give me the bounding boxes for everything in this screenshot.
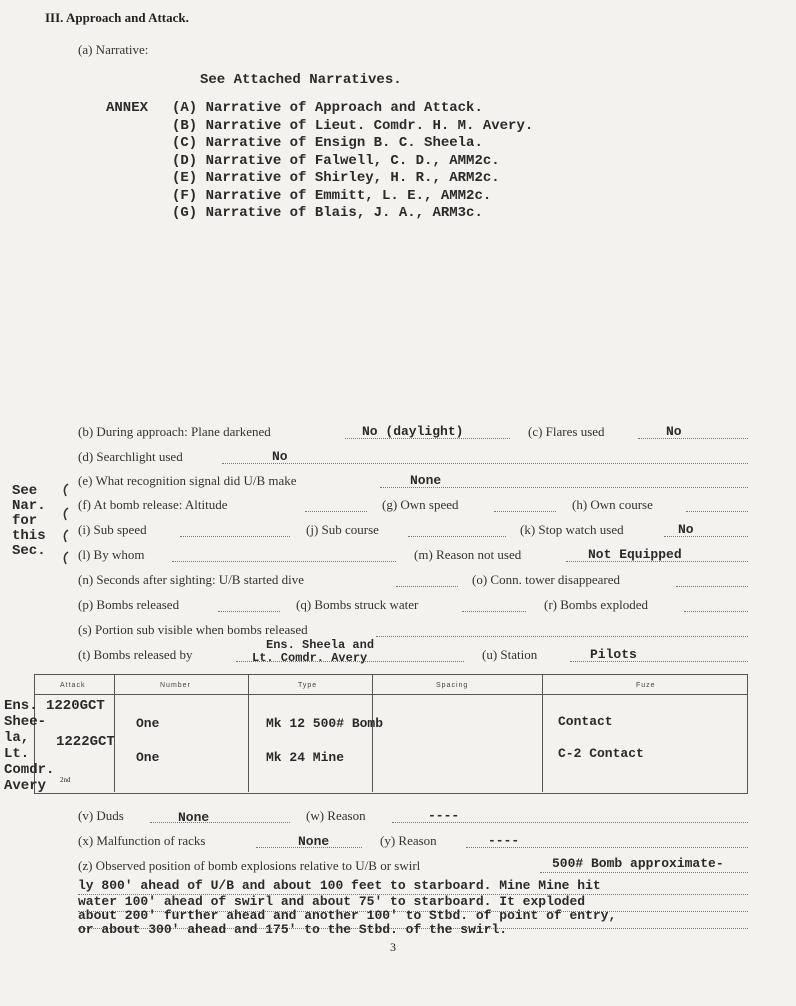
m-label: (m) Reason not used: [414, 547, 522, 562]
z-line-5: or about 300' ahead and 175' to the Stbd. of the swirl.: [78, 922, 508, 937]
c-label: (c) Flares used: [528, 424, 605, 439]
e-value: None: [410, 473, 442, 488]
annex-item: (G) Narrative of Blais, J. A., ARM3c.: [172, 205, 483, 221]
attack-note-line: la,: [4, 730, 30, 746]
f-label: (f) At bomb release: Altitude: [78, 497, 228, 512]
b-value: No (daylight): [362, 424, 464, 439]
j-label: (j) Sub course: [306, 522, 379, 537]
z-line-4: about 200' further ahead and another 100' to Stbd. of point of entry,: [78, 908, 617, 923]
t-label: (t) Bombs released by: [78, 647, 193, 662]
x-value: None: [298, 834, 330, 849]
row1-number: One: [136, 716, 160, 731]
side-brace: [58, 482, 72, 568]
side-note-line: Sec.: [12, 543, 46, 559]
i-label: (i) Sub speed: [78, 522, 147, 537]
w-label: (w) Reason: [306, 808, 366, 823]
t-value-1: Ens. Sheela and: [266, 638, 375, 652]
k-label: (k) Stop watch used: [520, 522, 624, 537]
n-label: (n) Seconds after sighting: U/B started dive: [78, 572, 305, 587]
row2-fuze: C-2 Contact: [558, 746, 644, 761]
page-number: 3: [390, 940, 396, 954]
attack-second-tag: 2nd: [60, 776, 71, 784]
row2-number: One: [136, 750, 160, 765]
y-label: (y) Reason: [380, 833, 437, 848]
see-attached-narratives: See Attached Narratives.: [200, 72, 402, 88]
h-label: (h) Own course: [572, 497, 653, 512]
header-fuze: Fuze: [636, 682, 656, 689]
annex-list: [172, 100, 533, 223]
section-title: III. Approach and Attack.: [45, 10, 189, 25]
header-attack: Attack: [60, 682, 86, 689]
w-value: ----: [428, 808, 460, 823]
l-label: (l) By whom: [78, 547, 145, 562]
side-note-line: See: [12, 483, 38, 499]
s-label: (s) Portion sub visible when bombs released: [78, 622, 308, 637]
d-value: No: [272, 449, 288, 464]
y-value: ----: [488, 833, 520, 848]
g-label: (g) Own speed: [382, 497, 459, 512]
annex-item: (D) Narrative of Falwell, C. D., AMM2c.: [172, 152, 500, 169]
attack-table: [34, 674, 748, 794]
annex-item: (B) Narrative of Lieut. Comdr. H. M. Avery.: [172, 117, 534, 134]
header-number: Number: [160, 682, 191, 689]
annex-label: ANNEX: [106, 100, 149, 116]
attack-note-line: Avery: [4, 778, 47, 794]
row1-fuze: Contact: [558, 714, 613, 729]
header-spacing: Spacing: [436, 682, 469, 689]
annex-item: (E) Narrative of Shirley, H. R., ARM2c.: [172, 170, 500, 186]
attack-second-time: 1222GCT: [56, 734, 115, 750]
row2-type: Mk 24 Mine: [266, 750, 345, 765]
attack-note-line: Shee-: [4, 714, 47, 730]
z-label: (z) Observed position of bomb explosions relative to U/B or swirl: [78, 858, 421, 873]
x-label: (x) Malfunction of racks: [78, 833, 206, 848]
header-type: Type: [298, 682, 318, 689]
u-label: (u) Station: [482, 647, 538, 662]
row1-type: Mk 12 500# Bomb: [266, 716, 384, 731]
v-value: None: [178, 810, 210, 825]
p-label: (p) Bombs released: [78, 597, 180, 612]
attack-note-line: Lt.: [4, 746, 30, 762]
annex-item: (F) Narrative of Emmitt, L. E., AMM2c.: [172, 187, 492, 204]
z-line-3: water 100' ahead of swirl and about 75' to starboard. It exploded: [78, 894, 586, 909]
side-note: [12, 484, 46, 559]
b-label: (b) During approach: Plane darkened: [78, 424, 271, 439]
k-value: No: [678, 522, 694, 537]
t-value-2: Lt. Comdr. Avery: [252, 651, 368, 665]
e-label: (e) What recognition signal did U/B make: [78, 473, 297, 488]
q-label: (q) Bombs struck water: [296, 597, 419, 612]
side-note-line: for: [12, 513, 38, 529]
attack-note-line: Comdr.: [4, 762, 55, 778]
side-note-line: this: [12, 528, 46, 544]
r-label: (r) Bombs exploded: [544, 597, 648, 612]
c-value: No: [666, 424, 682, 439]
z-line-2: ly 800' ahead of U/B and about 100 feet to starboard. Mine Mine hit: [78, 878, 601, 893]
annex-item: (A) Narrative of Approach and Attack.: [172, 100, 483, 116]
attack-note-line: Ens. 1220GCT: [4, 698, 105, 714]
narrative-label: (a) Narrative:: [78, 42, 149, 57]
d-label: (d) Searchlight used: [78, 449, 183, 464]
o-label: (o) Conn. tower disappeared: [472, 572, 621, 587]
side-note-line: Nar.: [12, 498, 46, 514]
annex-item: (C) Narrative of Ensign B. C. Sheela.: [172, 135, 483, 151]
z-line-1: 500# Bomb approximate-: [552, 856, 724, 871]
m-value: Not Equipped: [588, 547, 682, 562]
u-value: Pilots: [590, 647, 637, 662]
v-label: (v) Duds: [78, 808, 124, 823]
